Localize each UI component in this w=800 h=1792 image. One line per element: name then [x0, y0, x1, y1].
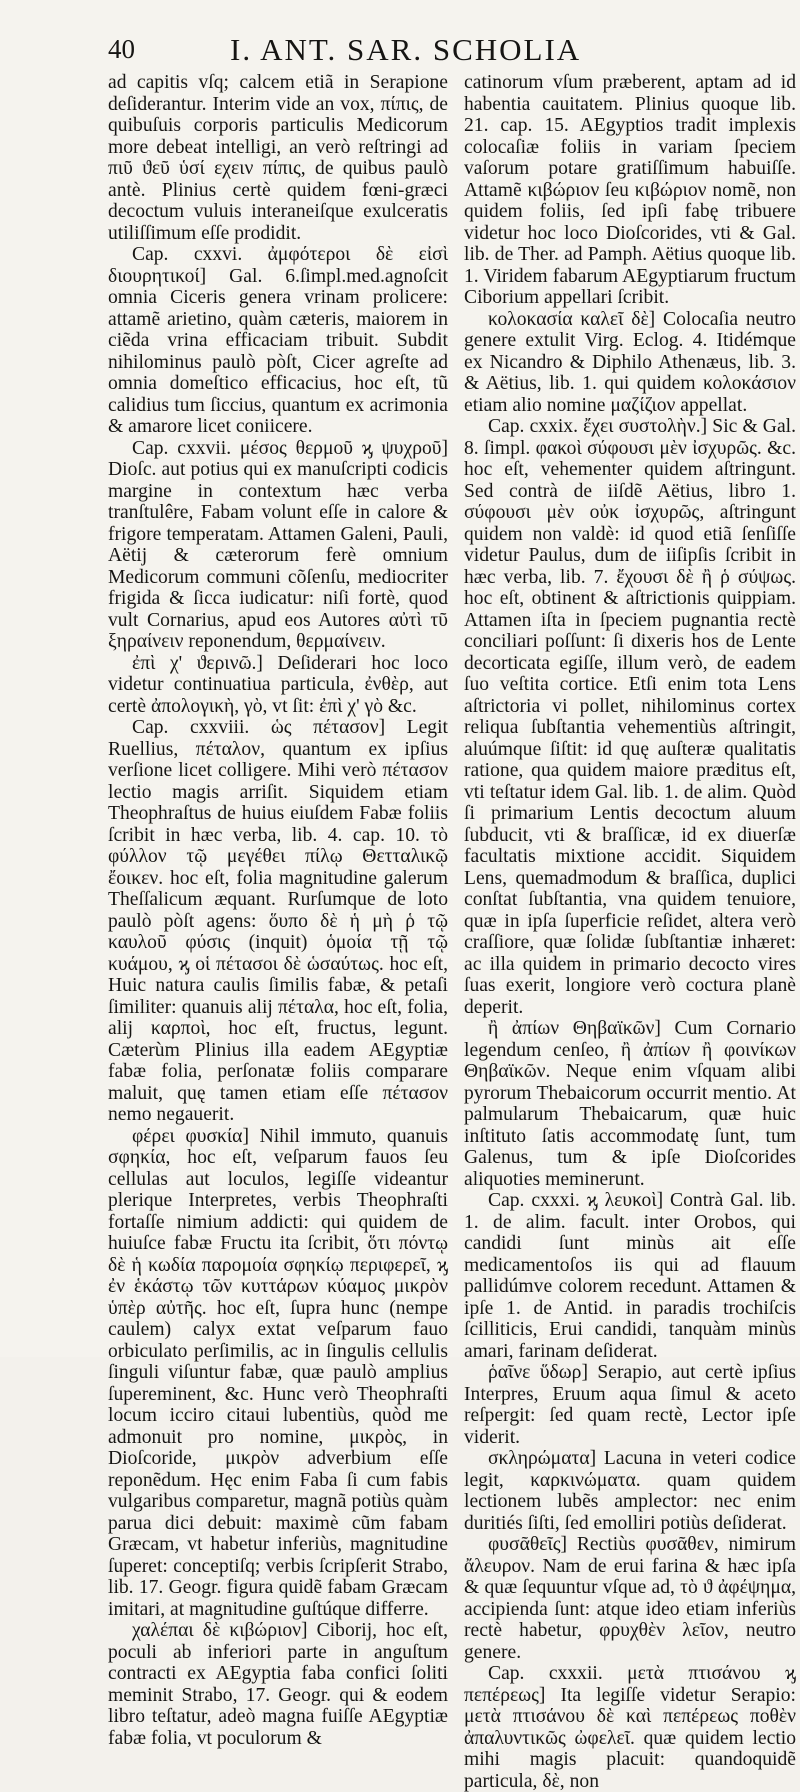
left-column [108, 72, 448, 1749]
paragraph: κολοκασία καλεῖ δὲ] Colocaſia neutro genere extulit Virg. Eclog. 4. Itidémque ex Nicandro & Diphilo Athenæus, lib. 3. & Aëtius, lib. 1. qui quidem κολοκάσιον etiam alio nomine μαζίζιον appellat. [464, 308, 796, 416]
running-title: I. ANT. SAR. SCHOLIA [230, 32, 582, 67]
paragraph: φυσᾶθεῖς] Rectiùs φυσᾶθεν, nimirum ἄλευρον. Nam de erui farina & hæc ipſa & quæ ſequuntur vſque ad, τὸ ϑ ἀφέψημα, accipienda ſunt: atque ideo etiam inferiùs rectè habetur, φρυχθὲν λεῖον, neutro genere. [464, 1534, 796, 1663]
paragraph: Cap. cxxviii. ὡς πέτασον] Legit Ruellius, πέταλον, quantum ex ipſius verſione licet colligere. Mihi verò πέτασον lectio magis arriſit. Siquidem etiam Theophraſtus de huius eiuſdem Fabæ foliis ſcribit in hæc verba, lib. 4. cap. 10. τὸ φύλλον τῷ μεγέθει πίλῳ Θετταλικῷ ἔοικεν. hoc eſt, folia magnitudine galerum Theſſalicum æquant. Rurſumque de loto paulò pòſt agens: ὅυπο δὲ ἡ μὴ ῥ τῷ καυλοῦ φύσις (inquit) ὁμοία τῇ τῷ κυάμου, ϗ οἱ πέτασοι δὲ ὡσαύτως. hoc eſt, Huic natura caulis ſimilis fabæ, & petaſi ſimiliter: quanuis alij πέταλα, hoc eſt, folia, alij καρποὶ, hoc eſt, fructus, legunt. Cæterùm Plinius illa eadem AEgyptiæ fabæ folia, perſonatæ foliis comparare maluit, quę tamen etiam eſſe πέτασον nemo negauerit. [108, 717, 448, 1125]
paragraph: ad capitis vſq; calcem etiã in Serapione deſiderantur. Interim vide an vox, πίπις, de quibuſuis corporis particulis Medicorum more debeat intelligi, an verò reſtringi ad πιῦ ϑεῦ ὑσί εχειν πίπις, de quibus paulò antè. Plinius certè quidem fœni-græci decoctum vuluis interaneiſque exulceratis utiliſſimum eſſe prodidit. [108, 72, 448, 244]
paragraph: ἢ ἀπίων Θηβαϊκῶν] Cum Cornario legendum cenſeo, ἢ ἀπίων ἢ φοινίκων Θηβαϊκῶν. Neque enim vſquam alibi pyrorum Thebaicorum occurrit mentio. At palmularum Thebaicarum, quæ huic inſtituto ſatis accommodatę ſunt, tum Galenus, tum & ipſe Dioſcorides aliquoties meminerunt. [464, 1018, 796, 1190]
paragraph: ῥαῖνε ὕδωρ] Serapio, aut certè ipſius Interpres, Eruum aqua ſimul & aceto reſpergit: ſed quam rectè, Lector ipſe viderit. [464, 1362, 796, 1448]
paragraph: ἐπὶ χ' ϑερινῶ.] Deſiderari hoc loco videtur continuatiua particula, ἐνθὲρ, aut certè ἀπολογικὴ, γὸ, vt ſit: ἐπὶ χ' γὸ &c. [108, 652, 448, 717]
running-header [92, 32, 782, 68]
paragraph: σκληρώματα] Lacuna in veteri codice legit, καρκινώματα. quam quidem lectionem lubẽs amplector: nec enim duritiés ſiſti, ſed emolliri potiùs deſiderat. [464, 1448, 796, 1534]
paragraph: Cap. cxxvii. μέσος θερμοῦ ϗ ψυχροῦ] Dioſc. aut potius qui ex manuſcripti codicis margine in contextum hæc verba tranſtulêre, Fabam volunt eſſe in calore & frigore temperatam. Attamen Galeni, Pauli, Aëtij & cæterorum ferè omnium Medicorum communi cõſenſu, mediocriter frigida & ſicca iudicatur: niſi fortè, quod vult Cornarius, apud eos Autores αὐτὶ τῦ ξηραίνειν reponendum, θερμαίνειν. [108, 437, 448, 652]
right-column [464, 72, 796, 1792]
paragraph: Cap. cxxxii. μετὰ πτισάνου ϗ πεπέρεως] Ita legiſſe videtur Serapio: μετὰ πτισάνου δὲ καὶ πεπέρεως ποθὲν ἀπαλυντικῶς ὠφελεῖ. quæ quidem lectio mihi magis placuit: quandoquidẽ particula, δὲ, non [464, 1663, 796, 1792]
paragraph: Cap. cxxxi. ϗ λευκοὶ] Contrà Gal. lib. 1. de alim. facult. inter Orobos, qui candidi ſunt minùs ait eſſe medicamentoſos iis qui ad flauum pallidúmve colorem recedunt. Attamen & ipſe 1. de Antid. in paradis trochiſcis ſcilliticis, Erui candidi, tanquàm minùs amari, farinam deſiderat. [464, 1190, 796, 1362]
page-number: 40 [108, 34, 135, 64]
paragraph: catinorum vſum præberent, aptam ad id habentia cauitatem. Plinius quoque lib. 21. cap. 15. AEgyptios tradit implexis colocaſiæ foliis in variam ſpeciem vaſorum potare gratiſſimum habuiſſe. Attamẽ κιβώριον ſeu κιβώριον nomẽ, non quidem foliis, ſed ipſi fabę tribuere videtur hoc loco Dioſcorides, vti & Gal. lib. de Ther. ad Pamph. Aëtius quoque lib. 1. Viridem fabarum AEgyptiarum fructum Ciborium appellari ſcribit. [464, 72, 796, 308]
paragraph: χαλέπαι δὲ κιβώριον] Ciborij, hoc eſt, poculi ab inferiori parte in anguſtum contracti ex AEgyptia faba confici ſoliti meminit Strabo, 17. Geogr. qui & eodem libro teſtatur, adeò magna fuiſſe AEgyptiæ fabæ folia, vt poculorum & [108, 1620, 448, 1749]
paragraph: Cap. cxxvi. ἀμφότεροι δὲ εἰσὶ διουρητικοί] Gal. 6.ſimpl.med.agnoſcit omnia Ciceris genera vrinam prolicere: attamẽ arietino, quàm cæteris, maiorem in ciẽda vrina efficaciam tribuit. Subdit nihilominus paulò pòſt, Cicer agreſte ad omnia domeſtico efficacius, hoc eſt, tũ calidius tum ſiccius, quantum ex acrimonia & amarore licet coniicere. [108, 244, 448, 437]
paragraph: Cap. cxxix. ἔχει συστολὴν.] Sic & Gal. 8. ſimpl. φακοὶ σύφουσι μὲν ἰσχυρῶς. &c. hoc eſt, vehementer quidem aſtringunt. Sed contrà de iiſdẽ Aëtius, libro 1. σύφουσι μὲν οὐκ ἰσχυρῶς, aſtringunt quidem non valdè: id quod etiã ſenſiſſe videtur Paulus, dum de iiſipſis ſcribit in hæc verba, lib. 7. ἔχουσι δὲ ἢ ῥ σύψως. hoc eſt, obtinent & aſtrictionis quippiam. Attamen iſta in ſpeciem pugnantia rectè conciliari poſſunt: ſi dixeris hos de Lente decorticata egiſſe, illum verò, de eadem ſuo veſtita cortice. Etſi enim tota Lens aſtrictoria vi pollet, nihilominus cortex reliqua ſubſtantia vehementiùs aſtringit, aluúmque ſiſtit: id quę auſteræ qualitatis ratione, qua quidem maiore præditus eſt, vti teſtatur idem Gal. lib. 1. de alim. Quòd ſi primarium Lentis decoctum aluum ſubducit, vti & braſſicæ, id ex diuerſæ facultatis mixtione accidit. Siquidem Lens, quemadmodum & braſſica, duplici conſtat ſubſtantia, vna quidem tenuiore, quæ in ipſa ſuperficie reſidet, altera verò craſſiore, quæ ſolidæ ſubſtantiæ inhæret: ac illa quidem in primario decocto vires ſuas exerit, longiore verò coctura planè deperit. [464, 416, 796, 1018]
paragraph: φέρει φυσκία] Nihil immuto, quanuis σφηκία, hoc eſt, veſparum fauos ſeu cellulas aut loculos, legiſſe videantur plerique Interpretes, verbis Theophraſti fortaſſe nimium addicti: qui quidem de huiuſce fabæ Fructu ita ſcribit, ὅτι πόντῳ δὲ ἡ κωδία παρομοία σφηκίῳ περιφερεῖ, ϗ ἐν ἑκάστῳ τῶν κυττάρων κύαμος μικρὸν ὑπὲρ αὐτῆς. hoc eſt, ſupra hunc (nempe caulem) calyx extat veſparum fauo orbiculato perſimilis, ac in ſingulis cellulis ſinguli viſuntur fabæ, quæ paulò amplius ſupereminent, &c. Hunc verò Theophraſti locum icciro citaui lubentiùs, quòd me admonuit pro nomine, μικρὸς, in Dioſcoride, μικρὸν adverbium eſſe reponẽdum. Hęc enim Faba ſi cum fabis vulgaribus comparetur, magnã potiùs quàm parua dici debuit: maximè cũm fabam Græcam, vt habetur inferiùs, magnitudine ſuperet: conceptiſq; verbis ſcripſerit Strabo, lib. 17. Geogr. figura quidẽ fabam Græcam imitari, at magnitudine guſtúque differre. [108, 1125, 448, 1620]
